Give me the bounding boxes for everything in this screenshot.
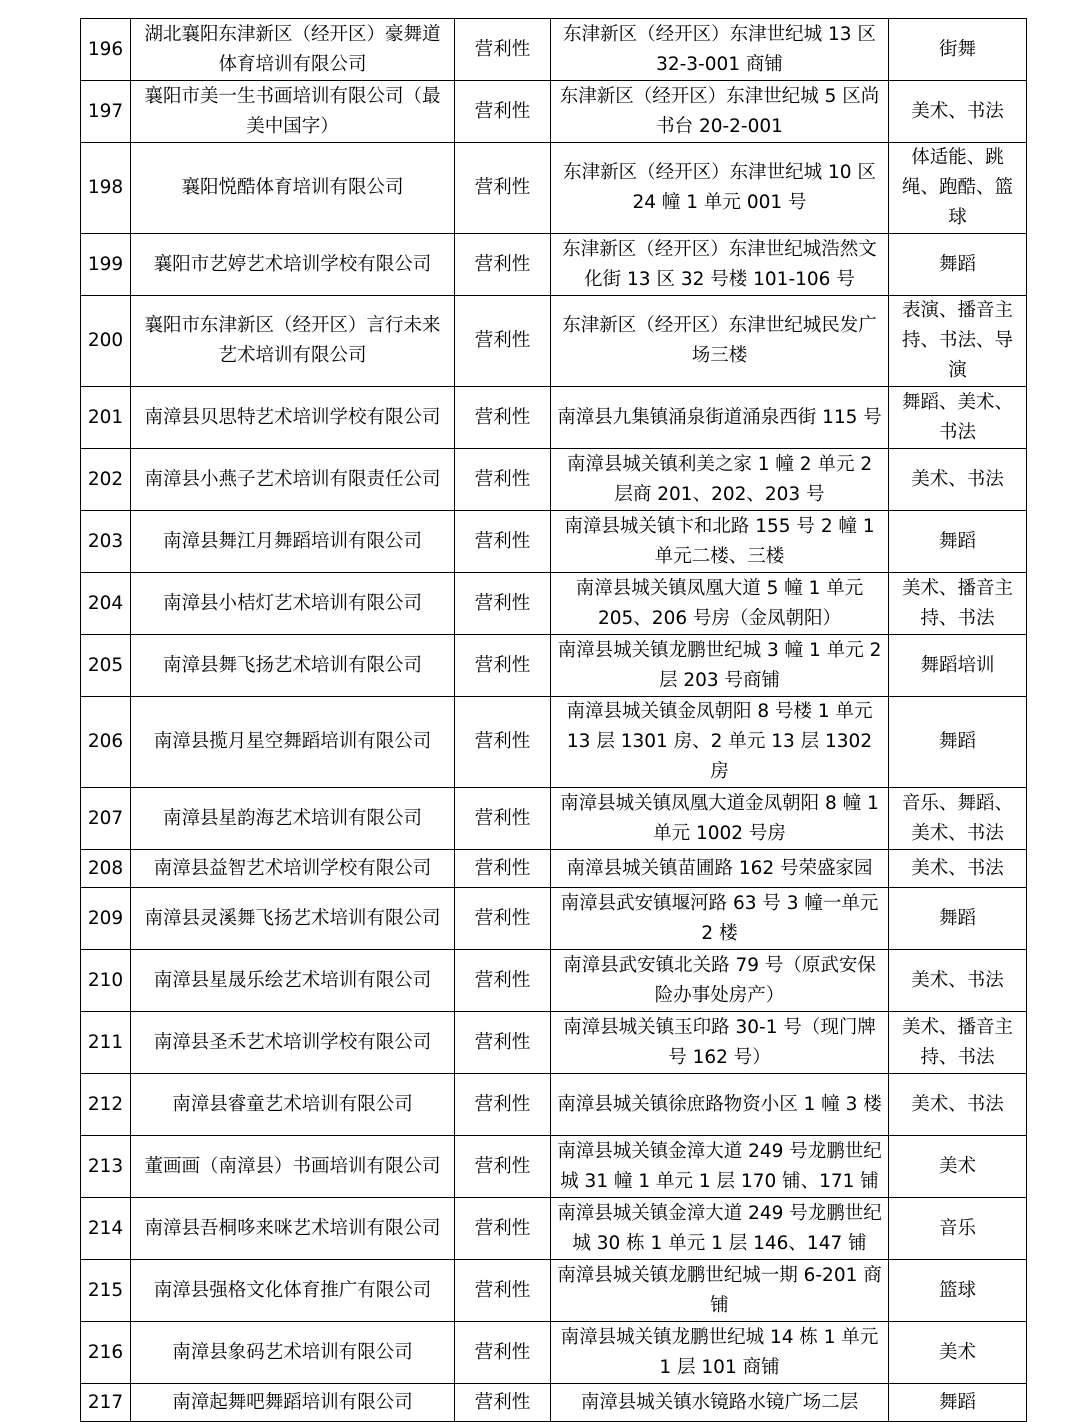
institution-name: 南漳县贝思特艺术培训学校有限公司 [131,387,455,449]
row-number: 213 [81,1136,131,1198]
institution-name: 南漳县揽月星空舞蹈培训有限公司 [131,697,455,788]
institution-address: 南漳县九集镇涌泉街道涌泉西街 115 号 [551,387,889,449]
institution-address: 南漳县城关镇龙鹏世纪城 14 栋 1 单元 1 层 101 商铺 [551,1322,889,1384]
row-number: 196 [81,19,131,81]
institution-type: 营利性 [455,1198,551,1260]
training-category: 美术、书法 [889,950,1027,1012]
institution-type: 营利性 [455,1136,551,1198]
institution-address: 南漳县城关镇凤凰大道金凤朝阳 8 幢 1 单元 1002 号房 [551,788,889,850]
training-category: 舞蹈、美术、书法 [889,387,1027,449]
institution-name: 南漳县星韵海艺术培训有限公司 [131,788,455,850]
institution-address: 东津新区（经开区）东津世纪城 5 区尚书台 20-2-001 [551,81,889,143]
institution-address: 南漳县城关镇凤凰大道 5 幢 1 单元 205、206 号房（金凤朝阳） [551,573,889,635]
institution-name: 襄阳市东津新区（经开区）言行未来艺术培训有限公司 [131,296,455,387]
institution-name: 董画画（南漳县）书画培训有限公司 [131,1136,455,1198]
institution-address: 南漳县城关镇玉印路 30-1 号（现门牌号 162 号） [551,1012,889,1074]
institution-name: 南漳县舞飞扬艺术培训有限公司 [131,635,455,697]
row-number: 202 [81,449,131,511]
institution-address: 南漳县武安镇北关路 79 号（原武安保险办事处房产） [551,950,889,1012]
institution-address: 南漳县城关镇金漳大道 249 号龙鹏世纪城 31 幢 1 单元 1 层 170 铺、171 铺 [551,1136,889,1198]
institution-name: 湖北襄阳东津新区（经开区）豪舞道体育培训有限公司 [131,19,455,81]
training-category: 舞蹈 [889,697,1027,788]
institution-name: 南漳县小桔灯艺术培训有限公司 [131,573,455,635]
training-category: 街舞 [889,19,1027,81]
table-row [81,449,1027,511]
institution-type: 营利性 [455,1260,551,1322]
training-category: 舞蹈 [889,888,1027,950]
institution-type: 营利性 [455,511,551,573]
institution-address: 南漳县武安镇堰河路 63 号 3 幢一单元 2 楼 [551,888,889,950]
institution-type: 营利性 [455,950,551,1012]
training-category: 篮球 [889,1260,1027,1322]
table-row [81,511,1027,573]
row-number: 205 [81,635,131,697]
table-row [81,788,1027,850]
row-number: 197 [81,81,131,143]
row-number: 216 [81,1322,131,1384]
institution-type: 营利性 [455,850,551,888]
training-category: 体适能、跳绳、跑酷、篮球 [889,143,1027,234]
institution-name: 南漳县圣禾艺术培训学校有限公司 [131,1012,455,1074]
institution-type: 营利性 [455,449,551,511]
institution-name: 南漳县益智艺术培训学校有限公司 [131,850,455,888]
training-category: 舞蹈 [889,1384,1027,1422]
training-category: 舞蹈培训 [889,635,1027,697]
institution-address: 南漳县城关镇金凤朝阳 8 号楼 1 单元 13 层 1301 房、2 单元 13 层 1302 房 [551,697,889,788]
table-row [81,1074,1027,1136]
training-category: 舞蹈 [889,234,1027,296]
row-number: 204 [81,573,131,635]
table-row [81,19,1027,81]
row-number: 207 [81,788,131,850]
institution-name: 南漳县舞江月舞蹈培训有限公司 [131,511,455,573]
table-row [81,1260,1027,1322]
table-body [81,19,1027,1422]
institution-type: 营利性 [455,573,551,635]
institution-type: 营利性 [455,788,551,850]
training-category: 美术 [889,1136,1027,1198]
institution-type: 营利性 [455,143,551,234]
table-row [81,1136,1027,1198]
table-row [81,387,1027,449]
table-row [81,573,1027,635]
training-category: 美术、播音主持、书法 [889,573,1027,635]
table-row [81,697,1027,788]
row-number: 209 [81,888,131,950]
institution-address: 南漳县城关镇卞和北路 155 号 2 幢 1 单元二楼、三楼 [551,511,889,573]
institution-address: 南漳县城关镇龙鹏世纪城 3 幢 1 单元 2 层 203 号商铺 [551,635,889,697]
institution-table [80,18,1027,1422]
institution-type: 营利性 [455,19,551,81]
training-category: 舞蹈 [889,511,1027,573]
institution-address: 南漳县城关镇苗圃路 162 号荣盛家园 [551,850,889,888]
institution-type: 营利性 [455,635,551,697]
institution-name: 南漳县星晟乐绘艺术培训有限公司 [131,950,455,1012]
institution-address: 南漳县城关镇水镜路水镜广场二层 [551,1384,889,1422]
institution-type: 营利性 [455,1012,551,1074]
table-row [81,1322,1027,1384]
table-row [81,234,1027,296]
table-row [81,635,1027,697]
row-number: 198 [81,143,131,234]
table-row [81,950,1027,1012]
institution-address: 南漳县城关镇徐庶路物资小区 1 幢 3 楼 [551,1074,889,1136]
institution-type: 营利性 [455,234,551,296]
row-number: 210 [81,950,131,1012]
row-number: 214 [81,1198,131,1260]
table-row [81,296,1027,387]
institution-type: 营利性 [455,697,551,788]
table-row [81,1384,1027,1422]
institution-name: 襄阳悦酷体育培训有限公司 [131,143,455,234]
training-category: 美术、书法 [889,1074,1027,1136]
institution-name: 南漳县小燕子艺术培训有限责任公司 [131,449,455,511]
row-number: 201 [81,387,131,449]
row-number: 217 [81,1384,131,1422]
row-number: 199 [81,234,131,296]
table-row [81,850,1027,888]
table-row [81,143,1027,234]
institution-name: 南漳起舞吧舞蹈培训有限公司 [131,1384,455,1422]
institution-name: 南漳县吾桐哆来咪艺术培训有限公司 [131,1198,455,1260]
institution-address: 东津新区（经开区）东津世纪城浩然文化街 13 区 32 号楼 101-106 号 [551,234,889,296]
institution-address: 东津新区（经开区）东津世纪城民发广场三楼 [551,296,889,387]
institution-name: 南漳县睿童艺术培训有限公司 [131,1074,455,1136]
training-category: 美术、书法 [889,81,1027,143]
institution-name: 襄阳市艺婷艺术培训学校有限公司 [131,234,455,296]
row-number: 206 [81,697,131,788]
institution-name: 南漳县灵溪舞飞扬艺术培训有限公司 [131,888,455,950]
row-number: 215 [81,1260,131,1322]
institution-name: 南漳县强格文化体育推广有限公司 [131,1260,455,1322]
training-category: 美术、书法 [889,449,1027,511]
institution-type: 营利性 [455,1074,551,1136]
row-number: 203 [81,511,131,573]
institution-type: 营利性 [455,296,551,387]
institution-address: 南漳县城关镇金漳大道 249 号龙鹏世纪城 30 栋 1 单元 1 层 146、147 铺 [551,1198,889,1260]
institution-address: 南漳县城关镇利美之家 1 幢 2 单元 2 层商 201、202、203 号 [551,449,889,511]
institution-name: 襄阳市美一生书画培训有限公司（最美中国字） [131,81,455,143]
row-number: 200 [81,296,131,387]
table-row [81,888,1027,950]
institution-type: 营利性 [455,1322,551,1384]
training-category: 美术 [889,1322,1027,1384]
training-category: 美术、书法 [889,850,1027,888]
institution-type: 营利性 [455,1384,551,1422]
institution-type: 营利性 [455,888,551,950]
training-category: 美术、播音主持、书法 [889,1012,1027,1074]
training-category: 音乐 [889,1198,1027,1260]
row-number: 208 [81,850,131,888]
institution-address: 南漳县城关镇龙鹏世纪城一期 6-201 商铺 [551,1260,889,1322]
institution-type: 营利性 [455,387,551,449]
table-row [81,81,1027,143]
institution-address: 东津新区（经开区）东津世纪城 13 区 32-3-001 商铺 [551,19,889,81]
table-row [81,1012,1027,1074]
row-number: 211 [81,1012,131,1074]
institution-type: 营利性 [455,81,551,143]
institution-name: 南漳县象码艺术培训有限公司 [131,1322,455,1384]
row-number: 212 [81,1074,131,1136]
institution-address: 东津新区（经开区）东津世纪城 10 区 24 幢 1 单元 001 号 [551,143,889,234]
training-category: 音乐、舞蹈、美术、书法 [889,788,1027,850]
table-row [81,1198,1027,1260]
training-category: 表演、播音主持、书法、导演 [889,296,1027,387]
